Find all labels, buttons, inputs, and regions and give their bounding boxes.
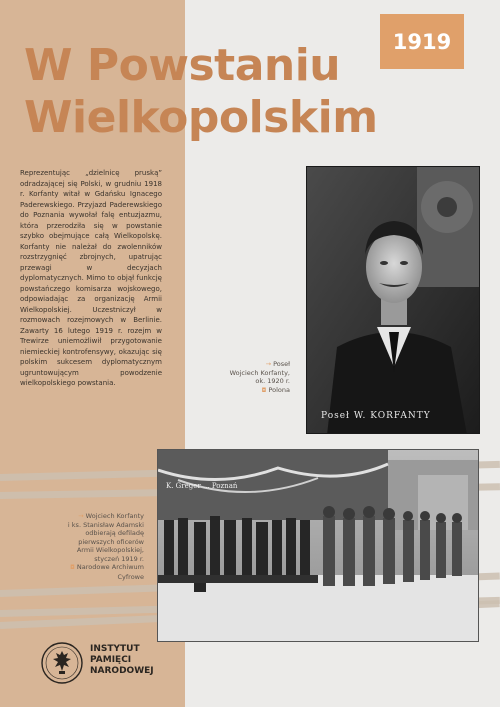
photo-inscription: K. Greger ... Poznań [166,482,238,490]
portrait-photo [306,166,480,434]
year-badge: 1919 [380,14,464,69]
camera-icon: ◘ [261,386,267,394]
portrait-illustration [307,167,480,434]
photo-inscription: Poseł W. KORFANTY [321,411,431,421]
portrait-caption: → Poseł Wojciech Korfanty, ok. 1920 r. ◘ Polona [229,360,290,394]
title-line-2: Wielkopolskim [24,92,378,143]
parade-photo [157,449,479,642]
parade-illustration [158,450,479,642]
title-line-1: W Powstaniu [24,40,341,91]
body-text: Reprezentując „dzielnicę pruską” odradzającej się Polski, w grudniu 1918 r. Korfanty witał w Gdańsku Ignacego Paderewskiego. Przyjazd Paderewskiego do Poznania wywołał falę entuzjazmu, która przerodziła się w powstanie szybko obejmujące całą Wielkopolskę. Korfanty nie należał do zwolenników rozstrzygnięć zbrojnych, upatrując przewagi w decyzjach dyplomatycznych. Mimo to objął funkcję powstańczego komisarza wojskowego, odpowiadając za organizację Armii Wielkopolskiej. Uczestniczył w rozmowach rozejmowych w Berlinie. Zawarty 16 lutego 1919 r. rozejm w Trewirze uniemożliwił przygotowanie niemieckiej kontrofensywy, okazując się polskim sukcesem dyplomatycznym ugruntowującym powodzenie wielkopolskiego powstania. [20,169,162,387]
page-title [24,40,464,144]
ipn-eagle-logo [40,641,84,685]
arrow-icon: → [78,512,84,520]
arrow-icon: → [265,360,272,368]
camera-icon: ◘ [70,564,75,571]
parade-caption: → Wojciech Korfanty i ks. Stanisław Adamski odbierają defiladę pierwszych oficerów Armii Wielkopolskiej, styczeń 1919 r. ◘ Narodowe Archiwum Cyfrowe [67,512,144,581]
institute-name: INSTYTUT PAMIĘCI NARODOWEJ [90,644,154,676]
